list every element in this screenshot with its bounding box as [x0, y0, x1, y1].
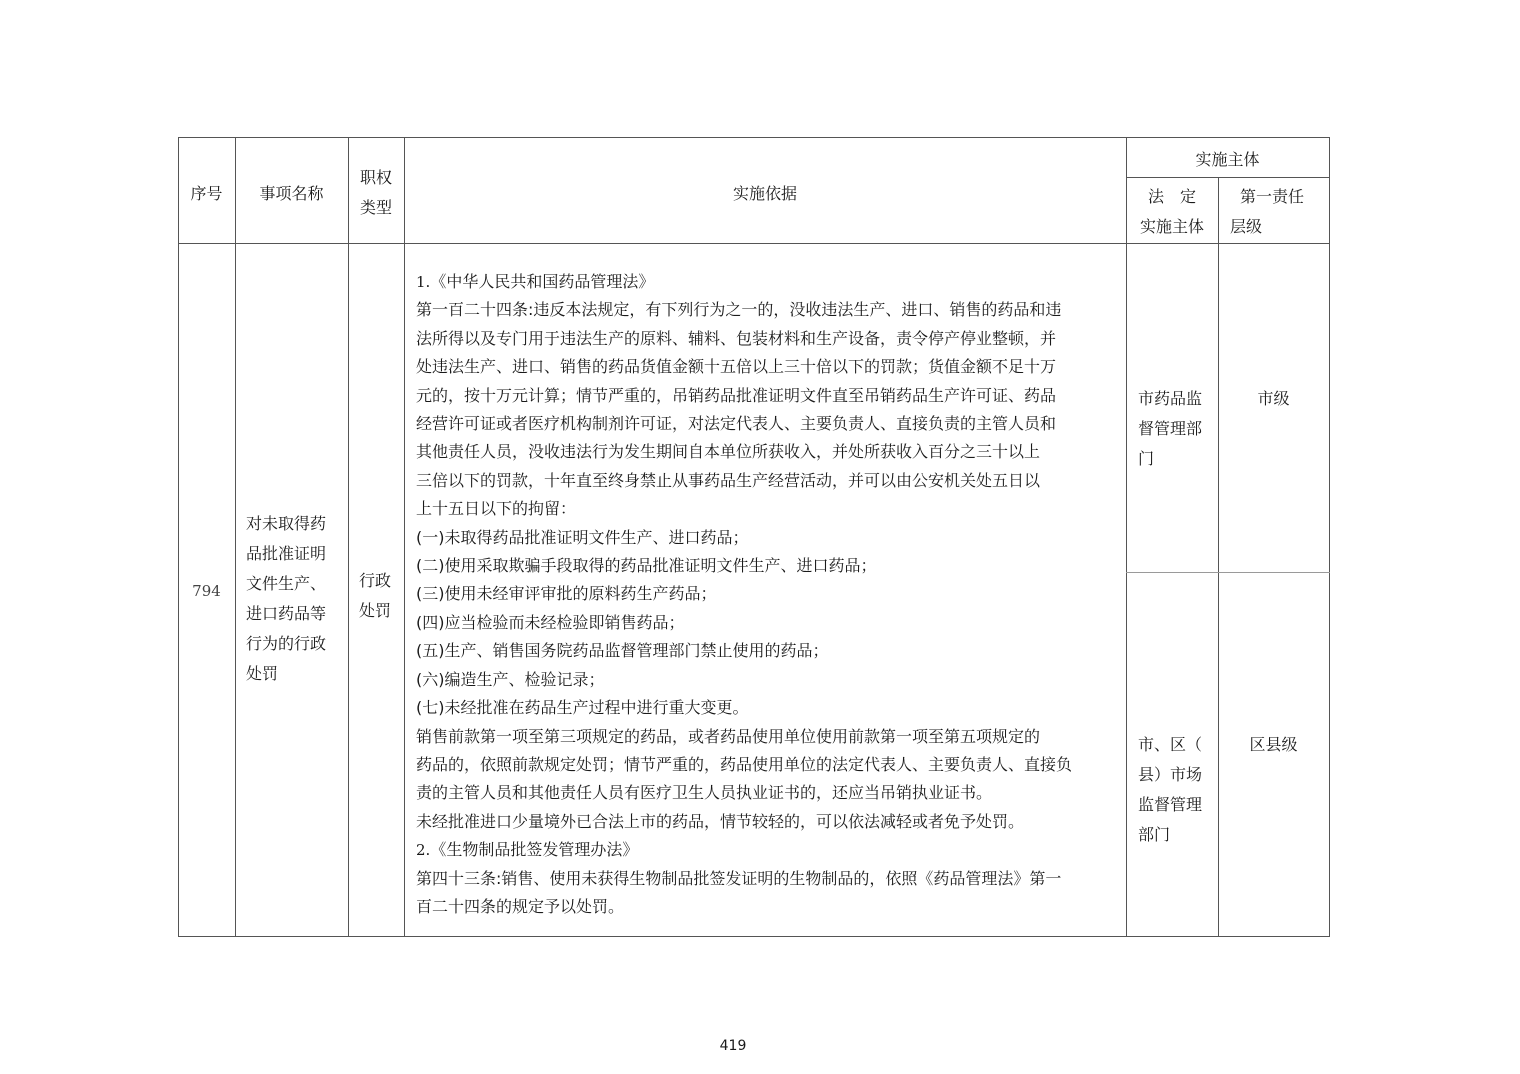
basis-line-text: (六)编造生产、检验记录； — [416, 669, 605, 689]
table-col-divider-2 — [348, 137, 349, 937]
row-item-name-line-6: 处罚 — [246, 664, 279, 683]
row-legal-subject-2 — [1138, 730, 1218, 850]
row-basis-text — [416, 268, 1122, 921]
row-legal-subject-1-line-3: 门 — [1138, 449, 1155, 468]
basis-line — [416, 382, 1122, 410]
header-power-type — [348, 163, 404, 223]
row-power-type-line-2: 处罚 — [359, 601, 392, 620]
subject-row-divider — [1126, 572, 1330, 573]
basis-line-text: 处违法生产、进口、销售的药品货值金额十五倍以上三十倍以下的罚款；货值金额不足十万 — [416, 357, 1057, 377]
header-first-level-line-1: 第一责任 — [1240, 187, 1305, 206]
basis-line — [416, 580, 1122, 608]
row-legal-subject-2-line-3: 监督管理 — [1138, 795, 1203, 814]
basis-line-text: 药品的，依照前款规定处罚；情节严重的，药品使用单位的法定代表人、主要负责人、直接负 — [416, 754, 1073, 774]
basis-line-text: 百二十四条的规定予以处罚。 — [416, 896, 625, 916]
basis-line-text: 元的，按十万元计算；情节严重的，吊销药品批准证明文件直至吊销药品生产许可证、药品 — [416, 385, 1057, 405]
basis-line-number: 2. — [416, 841, 431, 860]
table-col-divider-1 — [235, 137, 236, 937]
row-legal-subject-2-line-1: 市、区（ — [1138, 735, 1203, 754]
basis-line-text: (二)使用采取欺骗手段取得的药品批准证明文件生产、进口药品； — [416, 556, 877, 576]
basis-line-text: 第一百二十四条:违反本法规定，有下列行为之一的，没收违法生产、进口、销售的药品和违 — [416, 300, 1062, 320]
basis-line — [416, 836, 1122, 864]
basis-line-text: 责的主管人员和其他责任人员有医疗卫生人员执业证书的，还应当吊销执业证书。 — [416, 783, 993, 803]
header-power-type-line-1: 职权 — [359, 168, 392, 187]
table-border-top — [178, 137, 1330, 138]
table-col-divider-4 — [1126, 137, 1127, 937]
row-item-name-line-5: 行为的行政 — [246, 634, 327, 653]
row-item-name-line-1: 对未取得药 — [246, 514, 327, 533]
row-seq: 794 — [192, 582, 221, 600]
basis-line-text: 法所得以及专门用于违法生产的原料、辅料、包装材料和生产设备，责令停产停业整顿，并 — [416, 328, 1057, 348]
header-bottom-line — [178, 243, 1330, 244]
basis-line — [416, 609, 1122, 637]
header-legal-subject — [1126, 182, 1218, 242]
header-first-level — [1230, 182, 1329, 242]
basis-line-text: 第四十三条:销售、使用未获得生物制品批签发证明的生物制品的，依照《药品管理法》第一 — [416, 868, 1062, 888]
row-item-name-line-4: 进口药品等 — [246, 604, 327, 623]
table-border-bottom — [178, 936, 1330, 937]
basis-line — [416, 353, 1122, 381]
row-item-name — [246, 509, 346, 689]
page-number: 419 — [719, 1038, 747, 1054]
basis-line-text: (七)未经批准在药品生产过程中进行重大变更。 — [416, 698, 749, 718]
basis-line — [416, 893, 1122, 921]
header-basis: 实施依据 — [732, 184, 797, 203]
row-legal-subject-1-line-2: 督管理部 — [1138, 419, 1203, 438]
header-first-level-line-2: 层级 — [1230, 217, 1263, 236]
row-power-type-line-1: 行政 — [359, 571, 392, 590]
header-legal-subject-line-1: 法 定 — [1147, 187, 1196, 206]
basis-line — [416, 296, 1122, 324]
basis-line — [416, 865, 1122, 893]
basis-line-text: (三)使用未经审评审批的原料药生产药品； — [416, 584, 717, 604]
basis-line — [416, 808, 1122, 836]
basis-line — [416, 438, 1122, 466]
basis-line — [416, 495, 1122, 523]
basis-line-text: 未经批准进口少量境外已合法上市的药品，情节较轻的，可以依法减轻或者免予处罚。 — [416, 811, 1025, 831]
basis-line — [416, 723, 1122, 751]
basis-line-text: 经营许可证或者医疗机构制剂许可证，对法定代表人、主要负责人、直接负责的主管人员和 — [416, 414, 1057, 434]
basis-line — [416, 637, 1122, 665]
row-level-2: 区县级 — [1249, 735, 1298, 754]
row-level-1: 市级 — [1257, 389, 1290, 408]
row-legal-subject-2-line-2: 县）市场 — [1138, 765, 1203, 784]
basis-line-text: (四)应当检验而未经检验即销售药品； — [416, 612, 685, 632]
basis-line-text: 三倍以下的罚款，十年直至终身禁止从事药品生产经营活动，并可以由公安机关处五日以 — [416, 470, 1041, 490]
basis-line — [416, 751, 1122, 779]
subject-header-divider — [1126, 177, 1330, 178]
basis-line — [416, 467, 1122, 495]
basis-line-text: 销售前款第一项至第三项规定的药品，或者药品使用单位使用前款第一项至第五项规定的 — [416, 726, 1041, 746]
row-power-type — [359, 566, 403, 626]
table-border-left — [178, 137, 179, 937]
basis-line — [416, 694, 1122, 722]
row-item-name-line-2: 品批准证明 — [246, 544, 327, 563]
header-subject-group: 实施主体 — [1195, 150, 1260, 169]
row-item-name-line-3: 文件生产、 — [246, 574, 327, 593]
header-power-type-line-2: 类型 — [359, 198, 392, 217]
basis-line — [416, 325, 1122, 353]
basis-line-text: 《中华人民共和国药品管理法》 — [430, 272, 655, 291]
basis-line — [416, 552, 1122, 580]
basis-line-number: 1. — [416, 273, 431, 291]
table-col-divider-5 — [1218, 177, 1219, 937]
basis-line-text: (一)未取得药品批准证明文件生产、进口药品； — [416, 527, 749, 547]
header-seq: 序号 — [190, 184, 223, 203]
basis-line-text: 其他责任人员，没收违法行为发生期间自本单位所获收入，并处所获收入百分之三十以上 — [416, 442, 1041, 462]
basis-line — [416, 268, 1122, 296]
table-col-divider-3 — [404, 137, 405, 937]
basis-line — [416, 666, 1122, 694]
basis-line-text: 《生物制品批签发管理办法》 — [430, 840, 639, 860]
basis-line — [416, 524, 1122, 552]
basis-line-text: (五)生产、销售国务院药品监督管理部门禁止使用的药品； — [416, 641, 829, 661]
basis-line — [416, 410, 1122, 438]
header-legal-subject-line-2: 实施主体 — [1139, 217, 1204, 236]
basis-line-text: 上十五日以下的拘留： — [416, 499, 577, 519]
row-legal-subject-1 — [1138, 384, 1218, 474]
row-legal-subject-1-line-1: 市药品监 — [1138, 389, 1203, 408]
basis-line — [416, 779, 1122, 807]
header-item-name: 事项名称 — [259, 184, 324, 203]
table-border-right — [1329, 137, 1330, 937]
row-legal-subject-2-line-4: 部门 — [1138, 825, 1171, 844]
